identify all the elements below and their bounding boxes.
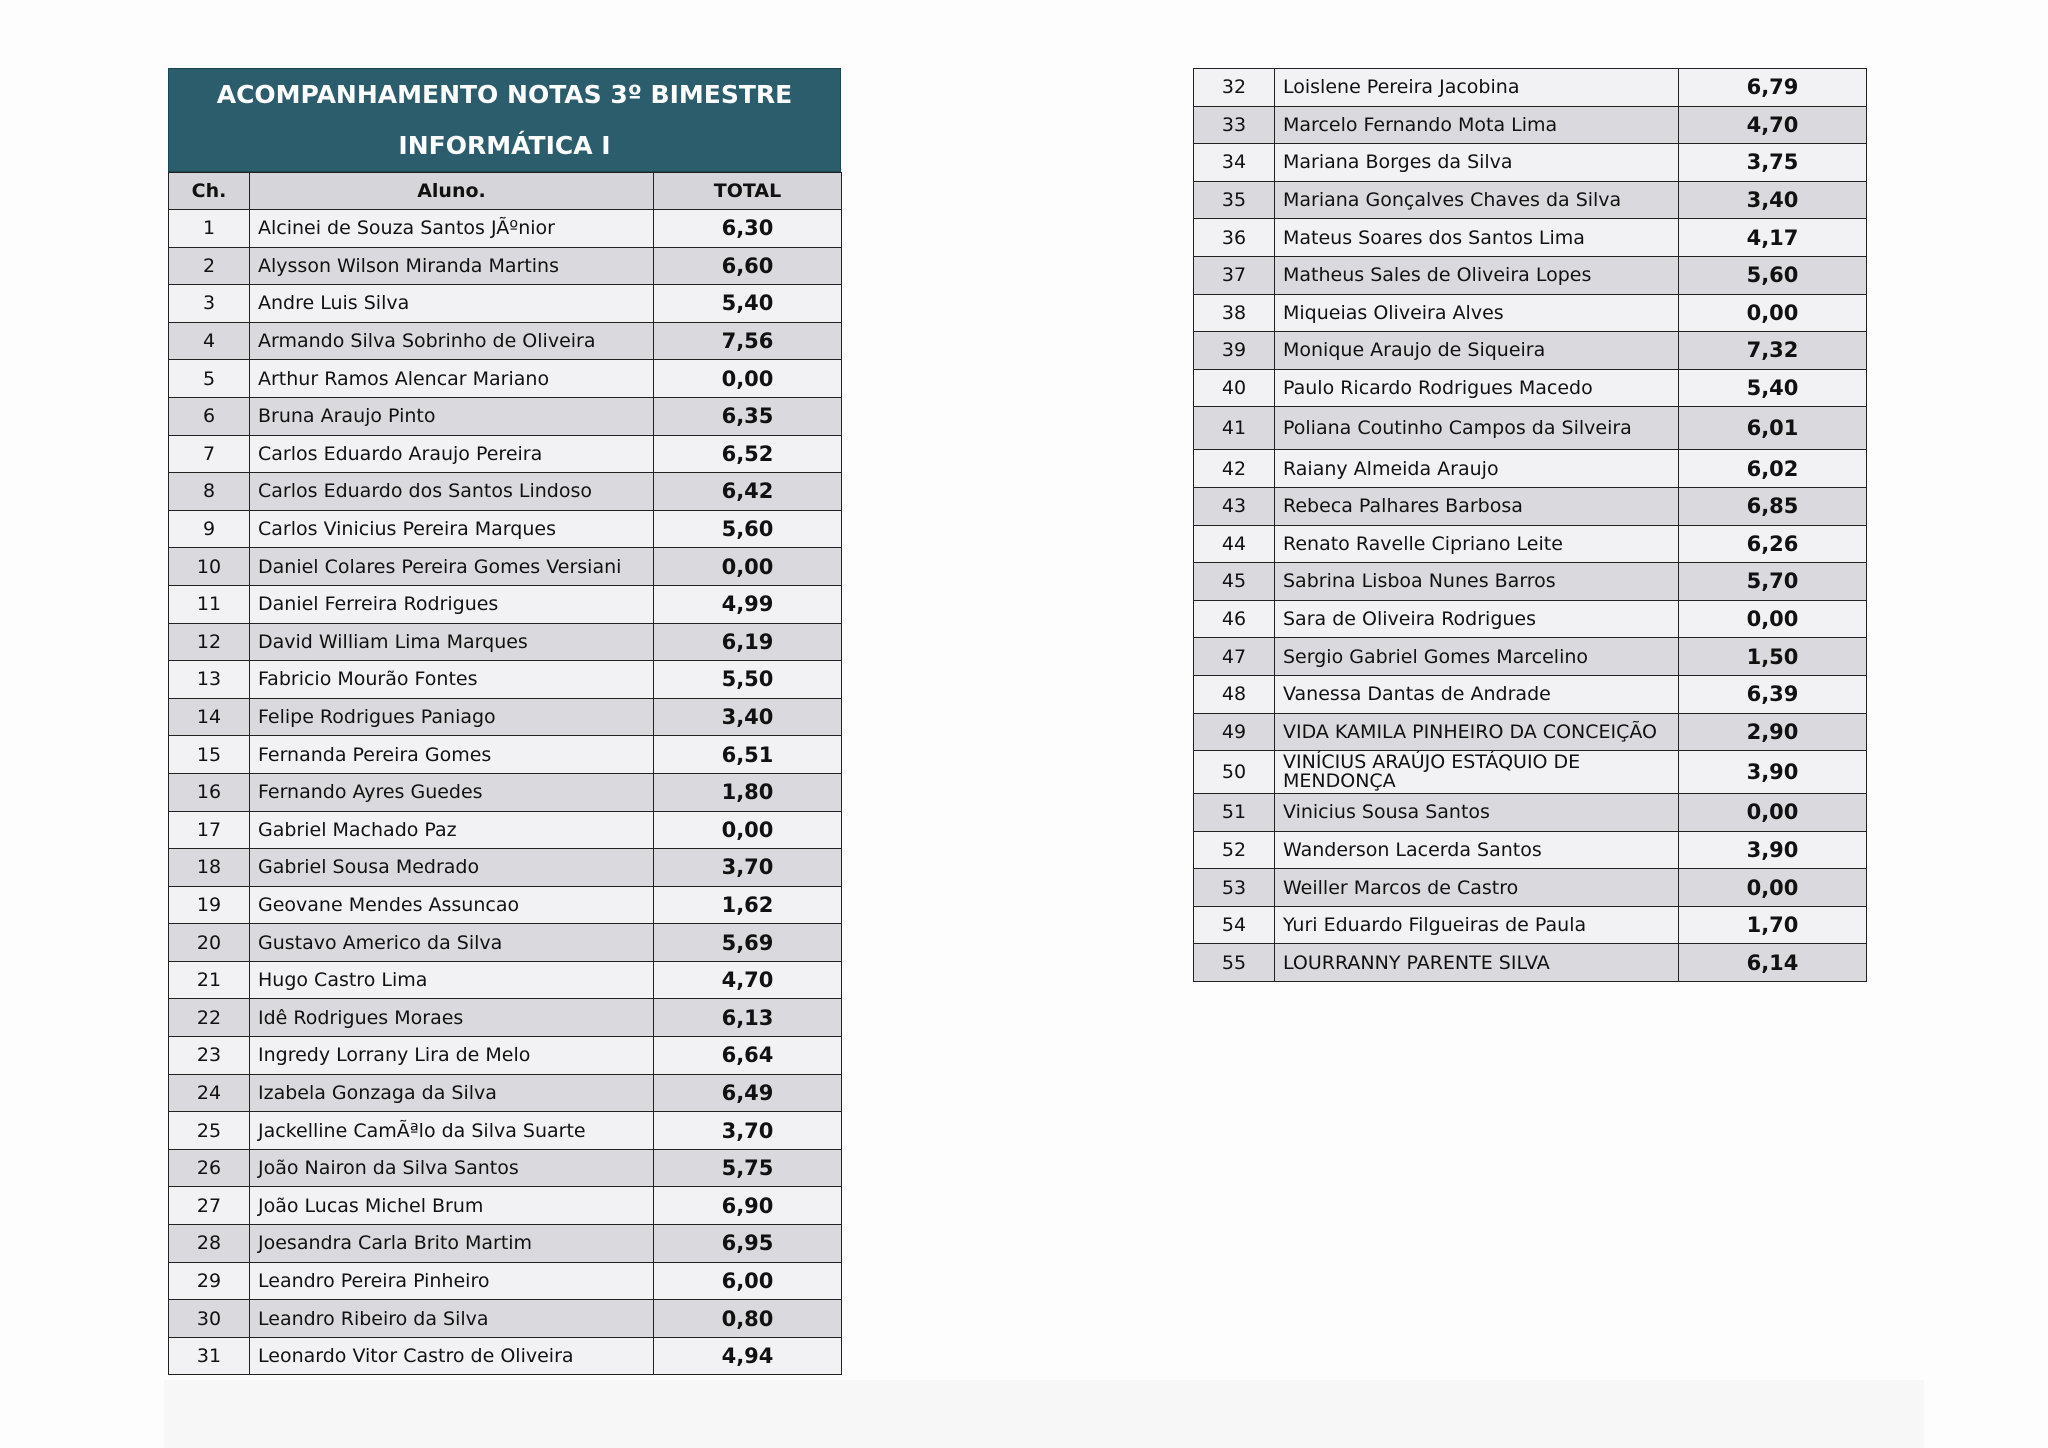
student-number: 20 xyxy=(169,924,250,962)
student-name: Jackelline CamÃªlo da Silva Suarte xyxy=(250,1112,654,1150)
table-row xyxy=(1194,906,1867,944)
student-total: 3,40 xyxy=(654,698,842,736)
table-row xyxy=(169,1262,842,1300)
student-total: 6,13 xyxy=(654,999,842,1037)
student-name: Mariana Borges da Silva xyxy=(1275,144,1679,182)
student-total: 5,70 xyxy=(1679,563,1867,601)
student-number: 50 xyxy=(1194,751,1275,794)
student-number: 42 xyxy=(1194,450,1275,488)
table-row xyxy=(1194,407,1867,450)
table-row xyxy=(169,1074,842,1112)
student-total: 3,90 xyxy=(1679,751,1867,794)
student-total: 6,42 xyxy=(654,473,842,511)
student-total: 0,00 xyxy=(654,360,842,398)
student-total: 6,30 xyxy=(654,210,842,248)
student-number: 43 xyxy=(1194,487,1275,525)
student-total: 6,00 xyxy=(654,1262,842,1300)
column-header-student: Aluno. xyxy=(250,173,654,210)
table-row xyxy=(169,397,842,435)
student-name: Renato Ravelle Cipriano Leite xyxy=(1275,525,1679,563)
student-number: 1 xyxy=(169,210,250,248)
table-header-row xyxy=(169,173,842,210)
student-number: 6 xyxy=(169,397,250,435)
student-total: 0,00 xyxy=(1679,794,1867,832)
student-name: Izabela Gonzaga da Silva xyxy=(250,1074,654,1112)
table-row xyxy=(169,698,842,736)
student-total: 3,70 xyxy=(654,849,842,887)
student-number: 54 xyxy=(1194,906,1275,944)
table-row xyxy=(1194,600,1867,638)
table-row xyxy=(169,849,842,887)
student-total: 6,85 xyxy=(1679,487,1867,525)
student-number: 23 xyxy=(169,1037,250,1075)
student-name: Mariana Gonçalves Chaves da Silva xyxy=(1275,181,1679,219)
table-row xyxy=(1194,487,1867,525)
student-number: 41 xyxy=(1194,407,1275,450)
student-name: Weiller Marcos de Castro xyxy=(1275,869,1679,907)
student-number: 18 xyxy=(169,849,250,887)
student-total: 0,00 xyxy=(1679,294,1867,332)
student-name: Alcinei de Souza Santos JÃºnior xyxy=(250,210,654,248)
table-row xyxy=(1194,450,1867,488)
student-number: 10 xyxy=(169,548,250,586)
table-row xyxy=(169,473,842,511)
student-number: 16 xyxy=(169,773,250,811)
table-row xyxy=(169,285,842,323)
table-row xyxy=(169,924,842,962)
student-total: 5,69 xyxy=(654,924,842,962)
student-total: 6,90 xyxy=(654,1187,842,1225)
student-total: 7,56 xyxy=(654,322,842,360)
student-name: Marcelo Fernando Mota Lima xyxy=(1275,106,1679,144)
student-total: 6,19 xyxy=(654,623,842,661)
student-total: 4,17 xyxy=(1679,219,1867,257)
table-row xyxy=(169,811,842,849)
report-subtitle: INFORMÁTICA I xyxy=(398,131,611,160)
student-number: 19 xyxy=(169,886,250,924)
student-total: 5,75 xyxy=(654,1149,842,1187)
student-total: 3,70 xyxy=(654,1112,842,1150)
table-row xyxy=(169,360,842,398)
student-number: 51 xyxy=(1194,794,1275,832)
student-total: 5,40 xyxy=(654,285,842,323)
table-row xyxy=(169,1300,842,1338)
student-number: 48 xyxy=(1194,675,1275,713)
student-name: Ingredy Lorrany Lira de Melo xyxy=(250,1037,654,1075)
student-number: 30 xyxy=(169,1300,250,1338)
table-row xyxy=(1194,751,1867,794)
column-header-total: TOTAL xyxy=(654,173,842,210)
grades-table-left xyxy=(168,172,842,1375)
student-number: 22 xyxy=(169,999,250,1037)
student-name: Mateus Soares dos Santos Lima xyxy=(1275,219,1679,257)
table-row xyxy=(1194,106,1867,144)
table-row xyxy=(1194,294,1867,332)
student-number: 26 xyxy=(169,1149,250,1187)
student-total: 1,70 xyxy=(1679,906,1867,944)
student-name: Monique Araujo de Siqueira xyxy=(1275,332,1679,370)
grades-table-right xyxy=(1193,68,1867,982)
table-row xyxy=(1194,675,1867,713)
student-number: 15 xyxy=(169,736,250,774)
table-row xyxy=(169,210,842,248)
student-number: 53 xyxy=(1194,869,1275,907)
student-name: Gabriel Machado Paz xyxy=(250,811,654,849)
student-number: 29 xyxy=(169,1262,250,1300)
table-row xyxy=(1194,713,1867,751)
student-number: 47 xyxy=(1194,638,1275,676)
student-name: VIDA KAMILA PINHEIRO DA CONCEIÇÃO xyxy=(1275,713,1679,751)
student-total: 3,40 xyxy=(1679,181,1867,219)
student-number: 4 xyxy=(169,322,250,360)
student-name: Wanderson Lacerda Santos xyxy=(1275,831,1679,869)
report-title: ACOMPANHAMENTO NOTAS 3º BIMESTRE xyxy=(216,80,793,109)
student-number: 46 xyxy=(1194,600,1275,638)
student-number: 7 xyxy=(169,435,250,473)
student-number: 36 xyxy=(1194,219,1275,257)
student-name: Fernando Ayres Guedes xyxy=(250,773,654,811)
student-number: 52 xyxy=(1194,831,1275,869)
table-row xyxy=(169,1225,842,1263)
student-total: 6,95 xyxy=(654,1225,842,1263)
student-total: 5,60 xyxy=(654,510,842,548)
student-number: 31 xyxy=(169,1337,250,1375)
student-total: 5,60 xyxy=(1679,256,1867,294)
student-number: 40 xyxy=(1194,369,1275,407)
student-total: 2,90 xyxy=(1679,713,1867,751)
student-name: Andre Luis Silva xyxy=(250,285,654,323)
student-name: Bruna Araujo Pinto xyxy=(250,397,654,435)
table-row xyxy=(169,585,842,623)
table-row xyxy=(169,623,842,661)
table-row xyxy=(169,1149,842,1187)
student-name: Arthur Ramos Alencar Mariano xyxy=(250,360,654,398)
table-row xyxy=(1194,638,1867,676)
table-row xyxy=(169,1337,842,1375)
table-row xyxy=(169,322,842,360)
table-row xyxy=(1194,219,1867,257)
page-bottom-shade xyxy=(164,1380,1924,1448)
student-number: 27 xyxy=(169,1187,250,1225)
student-total: 6,52 xyxy=(654,435,842,473)
table-row xyxy=(169,1187,842,1225)
table-row xyxy=(169,999,842,1037)
student-total: 6,51 xyxy=(654,736,842,774)
student-number: 33 xyxy=(1194,106,1275,144)
table-row xyxy=(169,1112,842,1150)
student-number: 45 xyxy=(1194,563,1275,601)
table-row xyxy=(1194,256,1867,294)
student-total: 6,64 xyxy=(654,1037,842,1075)
student-name: Sara de Oliveira Rodrigues xyxy=(1275,600,1679,638)
student-name: Matheus Sales de Oliveira Lopes xyxy=(1275,256,1679,294)
student-number: 49 xyxy=(1194,713,1275,751)
student-total: 0,80 xyxy=(654,1300,842,1338)
grades-table-right-body xyxy=(1194,69,1867,982)
student-number: 14 xyxy=(169,698,250,736)
student-name: Carlos Vinicius Pereira Marques xyxy=(250,510,654,548)
student-number: 44 xyxy=(1194,525,1275,563)
student-name: João Nairon da Silva Santos xyxy=(250,1149,654,1187)
student-total: 5,50 xyxy=(654,661,842,699)
student-name: Vinicius Sousa Santos xyxy=(1275,794,1679,832)
table-row xyxy=(169,1037,842,1075)
table-row xyxy=(169,510,842,548)
student-total: 3,75 xyxy=(1679,144,1867,182)
student-total: 6,39 xyxy=(1679,675,1867,713)
student-name: Alysson Wilson Miranda Martins xyxy=(250,247,654,285)
table-row xyxy=(169,773,842,811)
student-total: 0,00 xyxy=(1679,600,1867,638)
table-row xyxy=(169,886,842,924)
student-number: 39 xyxy=(1194,332,1275,370)
student-total: 6,79 xyxy=(1679,69,1867,107)
table-row xyxy=(1194,525,1867,563)
student-name: Geovane Mendes Assuncao xyxy=(250,886,654,924)
table-row xyxy=(1194,69,1867,107)
student-number: 24 xyxy=(169,1074,250,1112)
student-name: David William Lima Marques xyxy=(250,623,654,661)
student-name: Fabricio Mourão Fontes xyxy=(250,661,654,699)
student-total: 4,70 xyxy=(654,961,842,999)
student-total: 1,50 xyxy=(1679,638,1867,676)
student-total: 0,00 xyxy=(1679,869,1867,907)
student-total: 6,35 xyxy=(654,397,842,435)
student-name: Gustavo Americo da Silva xyxy=(250,924,654,962)
student-number: 5 xyxy=(169,360,250,398)
student-total: 1,62 xyxy=(654,886,842,924)
student-name: Gabriel Sousa Medrado xyxy=(250,849,654,887)
table-row xyxy=(1194,332,1867,370)
student-name: Joesandra Carla Brito Martim xyxy=(250,1225,654,1263)
student-name: Hugo Castro Lima xyxy=(250,961,654,999)
table-row xyxy=(1194,944,1867,982)
student-number: 28 xyxy=(169,1225,250,1263)
column-header-number: Ch. xyxy=(169,173,250,210)
student-total: 0,00 xyxy=(654,548,842,586)
student-number: 3 xyxy=(169,285,250,323)
student-number: 17 xyxy=(169,811,250,849)
student-total: 6,02 xyxy=(1679,450,1867,488)
student-name: VINÍCIUS ARAÚJO ESTÁQUIO DE MENDONÇA xyxy=(1275,751,1679,794)
table-row xyxy=(1194,144,1867,182)
table-row xyxy=(169,736,842,774)
student-number: 2 xyxy=(169,247,250,285)
student-name: Loislene Pereira Jacobina xyxy=(1275,69,1679,107)
student-total: 7,32 xyxy=(1679,332,1867,370)
student-name: Vanessa Dantas de Andrade xyxy=(1275,675,1679,713)
student-name: Leandro Pereira Pinheiro xyxy=(250,1262,654,1300)
table-row xyxy=(1194,563,1867,601)
student-name: Carlos Eduardo dos Santos Lindoso xyxy=(250,473,654,511)
student-total: 5,40 xyxy=(1679,369,1867,407)
student-name: Miqueias Oliveira Alves xyxy=(1275,294,1679,332)
student-name: João Lucas Michel Brum xyxy=(250,1187,654,1225)
student-name: Carlos Eduardo Araujo Pereira xyxy=(250,435,654,473)
student-number: 13 xyxy=(169,661,250,699)
student-name: Leandro Ribeiro da Silva xyxy=(250,1300,654,1338)
student-number: 37 xyxy=(1194,256,1275,294)
student-name: Rebeca Palhares Barbosa xyxy=(1275,487,1679,525)
table-row xyxy=(169,435,842,473)
student-name: Daniel Colares Pereira Gomes Versiani xyxy=(250,548,654,586)
student-name: Fernanda Pereira Gomes xyxy=(250,736,654,774)
student-number: 8 xyxy=(169,473,250,511)
student-name: Sabrina Lisboa Nunes Barros xyxy=(1275,563,1679,601)
table-row xyxy=(1194,831,1867,869)
student-number: 34 xyxy=(1194,144,1275,182)
table-row xyxy=(169,247,842,285)
grades-table-left-body xyxy=(169,210,842,1375)
student-number: 9 xyxy=(169,510,250,548)
student-name: Poliana Coutinho Campos da Silveira xyxy=(1275,407,1679,450)
student-number: 11 xyxy=(169,585,250,623)
student-name: Raiany Almeida Araujo xyxy=(1275,450,1679,488)
student-number: 35 xyxy=(1194,181,1275,219)
student-name: Daniel Ferreira Rodrigues xyxy=(250,585,654,623)
student-name: Leonardo Vitor Castro de Oliveira xyxy=(250,1337,654,1375)
student-number: 38 xyxy=(1194,294,1275,332)
student-name: Armando Silva Sobrinho de Oliveira xyxy=(250,322,654,360)
table-row xyxy=(169,961,842,999)
student-total: 6,26 xyxy=(1679,525,1867,563)
student-total: 0,00 xyxy=(654,811,842,849)
student-total: 6,14 xyxy=(1679,944,1867,982)
report-title-banner xyxy=(168,68,841,172)
table-row xyxy=(169,548,842,586)
table-row xyxy=(1194,369,1867,407)
student-number: 21 xyxy=(169,961,250,999)
student-total: 4,94 xyxy=(654,1337,842,1375)
student-number: 12 xyxy=(169,623,250,661)
table-row xyxy=(169,661,842,699)
student-total: 6,60 xyxy=(654,247,842,285)
student-total: 3,90 xyxy=(1679,831,1867,869)
student-number: 25 xyxy=(169,1112,250,1150)
table-row xyxy=(1194,794,1867,832)
student-name: Felipe Rodrigues Paniago xyxy=(250,698,654,736)
student-name: Idê Rodrigues Moraes xyxy=(250,999,654,1037)
student-total: 4,99 xyxy=(654,585,842,623)
student-name: Yuri Eduardo Filgueiras de Paula xyxy=(1275,906,1679,944)
student-number: 32 xyxy=(1194,69,1275,107)
table-row xyxy=(1194,869,1867,907)
student-name: Paulo Ricardo Rodrigues Macedo xyxy=(1275,369,1679,407)
student-total: 6,49 xyxy=(654,1074,842,1112)
table-row xyxy=(1194,181,1867,219)
student-name: LOURRANNY PARENTE SILVA xyxy=(1275,944,1679,982)
student-total: 6,01 xyxy=(1679,407,1867,450)
student-number: 55 xyxy=(1194,944,1275,982)
student-total: 1,80 xyxy=(654,773,842,811)
student-total: 4,70 xyxy=(1679,106,1867,144)
student-name: Sergio Gabriel Gomes Marcelino xyxy=(1275,638,1679,676)
